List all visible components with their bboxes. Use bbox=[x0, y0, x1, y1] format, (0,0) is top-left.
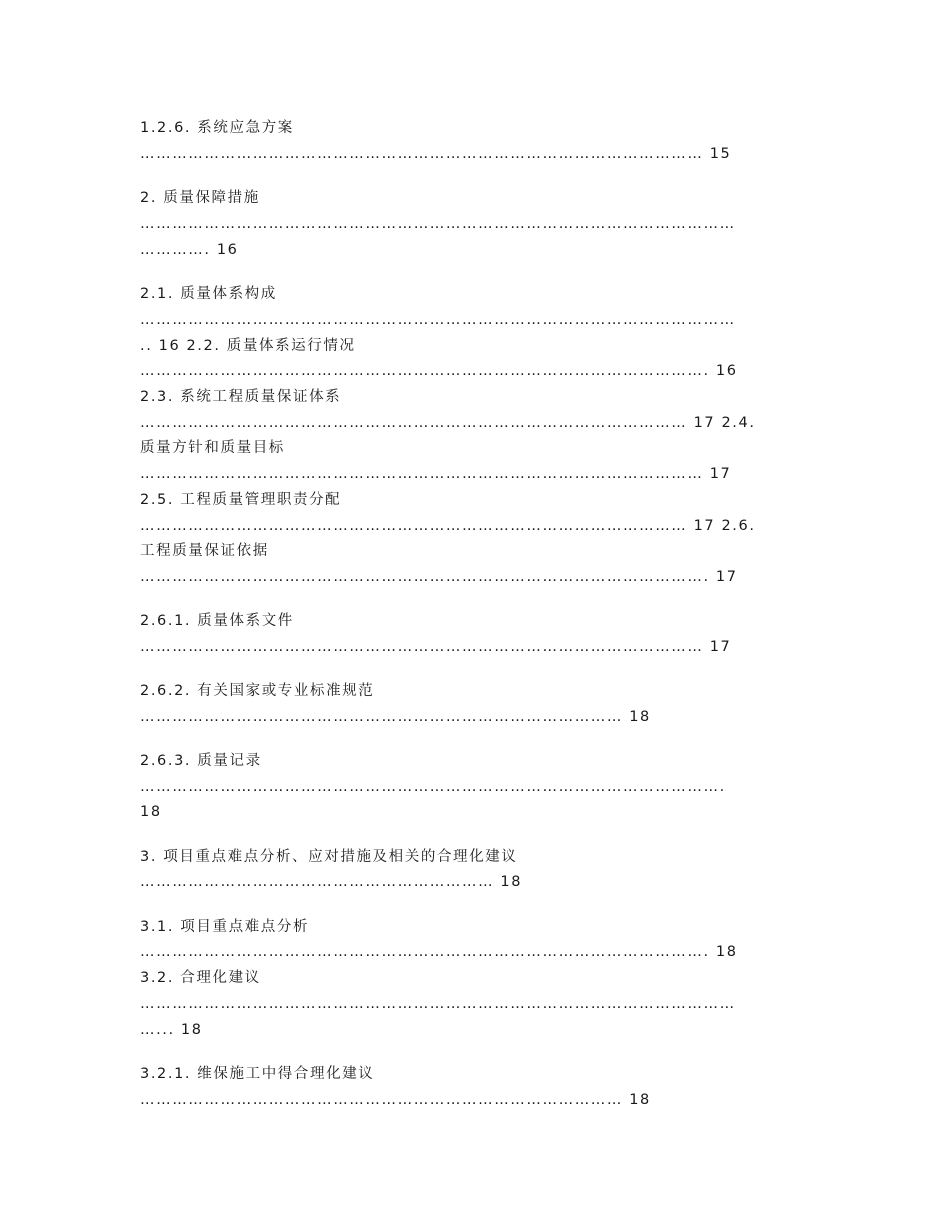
toc-entry-leader: …………………………………………………………………………………………… 15 bbox=[140, 146, 732, 162]
toc-entry-title: 2.6.2. 有关国家或专业标准规范 bbox=[140, 683, 375, 699]
toc-entry-title: 质量方针和质量目标 bbox=[140, 440, 285, 456]
toc-entry-leader: …………………………………………………………………………………………… 17 bbox=[140, 639, 732, 655]
toc-entry-leader: ……………………………………………………………………………………………. 18 bbox=[140, 944, 738, 960]
toc-entry-leader: …………. 16 bbox=[140, 242, 239, 258]
toc-entry-leader: ………………………………………………………… 18 bbox=[140, 874, 523, 890]
toc-entry-leader: ………………………………………………………………………………………………… bbox=[140, 216, 736, 232]
toc-entry-title: 1.2.6. 系统应急方案 bbox=[140, 120, 294, 136]
toc-entry-leader: ………………………………………………………………………………………… 17 2.4. bbox=[140, 415, 756, 431]
toc-entry-leader: ………………………………………………………………………………………………… bbox=[140, 312, 736, 328]
toc-entry-leader: ………………………………………………………………………………………………. bbox=[140, 779, 726, 795]
toc-entry-title: 2.1. 质量体系构成 bbox=[140, 286, 277, 302]
toc-entry-title: 2.6.1. 质量体系文件 bbox=[140, 613, 294, 629]
toc-entry-title: 3.1. 项目重点难点分析 bbox=[140, 919, 310, 935]
toc-entry-leader: ……………………………………………………………………………… 18 bbox=[140, 1092, 651, 1108]
toc-entry-title: 3. 项目重点难点分析、应对措施及相关的合理化建议 bbox=[140, 849, 518, 865]
toc-entry-title: 2. 质量保障措施 bbox=[140, 190, 260, 206]
toc-entry-title: 3.2.1. 维保施工中得合理化建议 bbox=[140, 1066, 375, 1082]
toc-entry-leader: …………………………………………………………………………………………… 17 bbox=[140, 466, 732, 482]
toc-entry-leader: ……………………………………………………………………………………………. 17 bbox=[140, 569, 738, 585]
toc-entry-title: 2.3. 系统工程质量保证体系 bbox=[140, 389, 342, 405]
toc-entry-title: 2.5. 工程质量管理职责分配 bbox=[140, 492, 342, 508]
toc-entry-title: 3.2. 合理化建议 bbox=[140, 970, 261, 986]
toc-entry-title: 工程质量保证依据 bbox=[140, 543, 269, 559]
toc-entry-leader: ……………………………………………………………………………………………. 16 bbox=[140, 363, 738, 379]
toc-entry-title: 2.6.3. 质量记录 bbox=[140, 753, 262, 769]
toc-entry-leader: ………………………………………………………………………………………… 17 2.6. bbox=[140, 518, 756, 534]
toc-entry-title: .. 16 2.2. 质量体系运行情况 bbox=[140, 338, 356, 354]
toc-entry-leader: ………………………………………………………………………………………………… bbox=[140, 996, 736, 1012]
toc-entry-leader: ……………………………………………………………………………… 18 bbox=[140, 709, 651, 725]
toc-entry-page: 18 bbox=[140, 804, 162, 820]
toc-entry-leader: …... 18 bbox=[140, 1022, 203, 1038]
